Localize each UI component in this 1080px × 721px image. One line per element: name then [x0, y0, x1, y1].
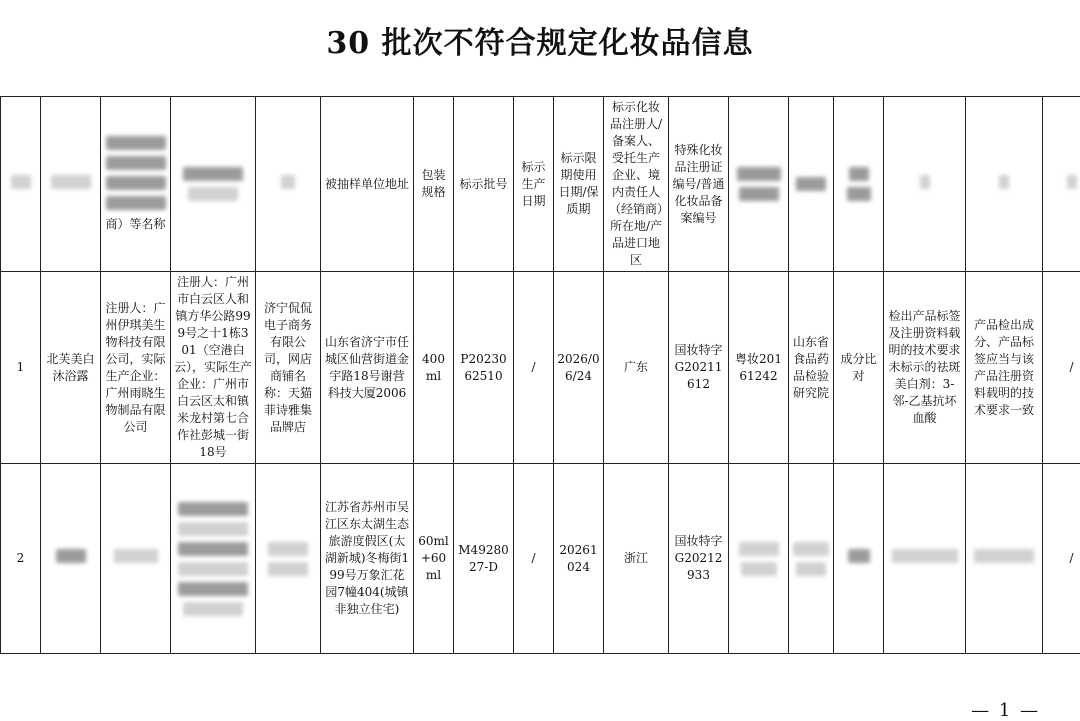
cell-registrant-redacted: [101, 464, 171, 654]
cell-product: 北芙美白沐浴露: [41, 272, 101, 464]
cell-address: 山东省济宁市任城区仙营街道金宇路18号谢营科技大厦2006: [321, 272, 414, 464]
cell-batch: M4928027-D: [454, 464, 514, 654]
cell-lab: 山东省食品药品检验研究院: [789, 272, 834, 464]
header-cell-origin: 标示化妆品注册人/备案人、受托生产企业、境内责任人（经销商）所在地/产品进口地区: [604, 97, 669, 272]
cell-report-redacted: [729, 464, 789, 654]
cell-origin: 广东: [604, 272, 669, 464]
header-cell-address: 被抽样单位地址: [321, 97, 414, 272]
cell-item-redacted: [834, 464, 884, 654]
header-cell-license: 特殊化妆品注册证编号/普通化妆品备案编号: [669, 97, 729, 272]
header-cell-lab: [789, 97, 834, 272]
cell-license: 国妆特字G20211612: [669, 272, 729, 464]
cell-result: 检出产品标签及注册资料载明的技术要求未标示的祛斑美白剂：3-邻-乙基抗坏血酸: [884, 272, 966, 464]
cell-prod-date: /: [514, 272, 554, 464]
nonconforming-table: [0, 96, 1080, 654]
header-cell-prod-date: 标示生产日期: [514, 97, 554, 272]
cell-expiry: 20261024: [554, 464, 604, 654]
cell-remark: /: [1043, 464, 1080, 654]
cell-sampled-unit-redacted: [256, 464, 321, 654]
header-cell-sampled-unit: [256, 97, 321, 272]
cell-report-no: 粤妆20161242: [729, 272, 789, 464]
cell-no: 2: [1, 464, 41, 654]
cell-spec: 400ml: [414, 272, 454, 464]
page-title: 30 批次不符合规定化妆品信息: [0, 18, 1080, 62]
cell-result-redacted: [884, 464, 966, 654]
cell-expiry: 2026/06/24: [554, 272, 604, 464]
cell-address: 江苏省苏州市吴江区东太湖生态旅游度假区(太湖新城)冬梅街199号万象汇花园7幢404(城镇非独立住宅): [321, 464, 414, 654]
cell-registrant: 注册人：广州伊琪美生物科技有限公司，实际生产企业：广州雨晓生物制品有限公司: [101, 272, 171, 464]
cell-product-redacted: [41, 464, 101, 654]
cell-no: 1: [1, 272, 41, 464]
cell-batch: P2023062510: [454, 272, 514, 464]
table-row: [1, 464, 1080, 654]
cell-reason-redacted: [966, 464, 1043, 654]
cell-item: 成分比对: [834, 272, 884, 464]
header-cell-result: [884, 97, 966, 272]
header-cell-remark: [1043, 97, 1080, 272]
header-cell-reason: [966, 97, 1043, 272]
cell-registrant-addr: 注册人：广州市白云区人和镇方华公路999号之十1栋301（空港白云），实际生产企业：广州市白云区太和镇米龙村第七合作社彭城一街18号: [171, 272, 256, 464]
header-cell-batch: 标示批号: [454, 97, 514, 272]
header-cell-no: [1, 97, 41, 272]
cell-lab-redacted: [789, 464, 834, 654]
header-cell-item: [834, 97, 884, 272]
header-cell-spec: 包装规格: [414, 97, 454, 272]
header-cell-expiry: 标示限期使用日期/保质期: [554, 97, 604, 272]
cell-remark: /: [1043, 272, 1080, 464]
header-row: [1, 97, 1080, 272]
header-cell-report: [729, 97, 789, 272]
cell-origin: 浙江: [604, 464, 669, 654]
cell-spec: 60ml+60ml: [414, 464, 454, 654]
cell-prod-date: /: [514, 464, 554, 654]
cell-sampled-unit: 济宁侃侃电子商务有限公司，网店商铺名称：天猫菲诗雅集品牌店: [256, 272, 321, 464]
header-partial-text: 商）等名称: [105, 216, 165, 233]
header-cell-registrant: [101, 97, 171, 272]
header-cell-product: [41, 97, 101, 272]
cell-registrant-addr-redacted: [171, 464, 256, 654]
header-cell-registrant-addr: [171, 97, 256, 272]
cell-license: 国妆特字G20212933: [669, 464, 729, 654]
page-number: — 1 —: [971, 700, 1040, 721]
table-row: [1, 272, 1080, 464]
cell-reason: 产品检出成分、产品标签应当与该产品注册资料载明的技术要求一致: [966, 272, 1043, 464]
